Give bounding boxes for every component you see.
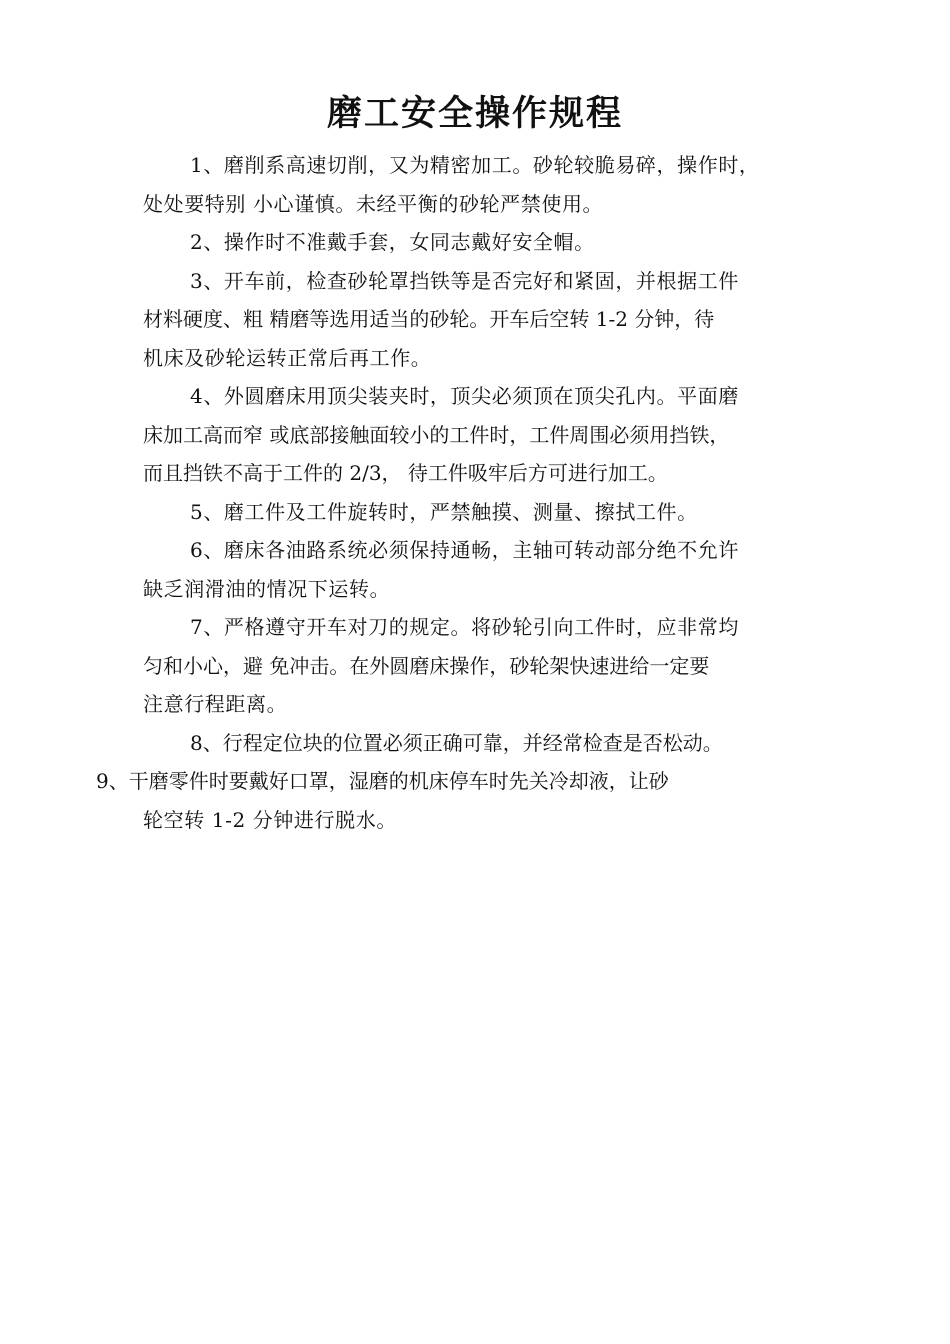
rule-7-line-1: 7、严格遵守开车对刀的规定。将砂轮引向工件时，应非常均 (190, 615, 739, 639)
rule-2-line-1: 2、操作时不准戴手套，女同志戴好安全帽。 (190, 230, 595, 254)
rule-6-line-1: 6、磨床各油路系统必须保持通畅，主轴可转动部分绝不允许 (190, 538, 739, 562)
rule-5-line-1: 5、磨工件及工件旋转时，严禁触摸、测量、擦拭工件。 (190, 499, 698, 524)
rule-9-line-1: 9、干磨零件时要戴好口罩，湿磨的机床停车时先关冷却液，让砂 (96, 769, 669, 793)
rule-9-line-2: 轮空转 1-2 分钟进行脱水。 (143, 807, 397, 832)
document-body (96, 146, 833, 839)
rule-8-line-1: 8、行程定位块的位置必须正确可靠，并经常检查是否松动。 (190, 730, 723, 755)
rule-3-line-2: 材料硬度、粗 精磨等选用适当的砂轮。开车后空转 1-2 分钟，待 (143, 307, 715, 331)
rule-4-line-3: 而且挡铁不高于工件的 2/3， 待工件吸牢后方可进行加工。 (143, 461, 668, 485)
rule-7-line-2: 匀和小心，避 免冲击。在外圆磨床操作，砂轮架快速进给一定要 (143, 653, 710, 678)
rule-4-line-1: 4、外圆磨床用顶尖装夹时，顶尖必须顶在顶尖孔内。平面磨 (190, 384, 739, 408)
rule-6-line-2: 缺乏润滑油的情况下运转。 (143, 576, 391, 601)
rule-1-line-1: 1、磨削系高速切削，又为精密加工。砂轮较脆易碎，操作时， (190, 153, 760, 177)
rule-7-line-3: 注意行程距离。 (143, 692, 288, 716)
rule-1-line-2: 处处要特别 小心谨慎。未经平衡的砂轮严禁使用。 (143, 191, 604, 216)
rule-3-line-1: 3、开车前，检查砂轮罩挡铁等是否完好和紧固，并根据工件 (190, 268, 739, 293)
document-title: 磨工安全操作规程 (326, 94, 623, 134)
rule-3-line-3: 机床及砂轮运转正常后再工作。 (143, 345, 432, 370)
rule-4-line-2: 床加工高而窄 或底部接触面较小的工件时，工件周围必须用挡铁， (143, 422, 730, 447)
